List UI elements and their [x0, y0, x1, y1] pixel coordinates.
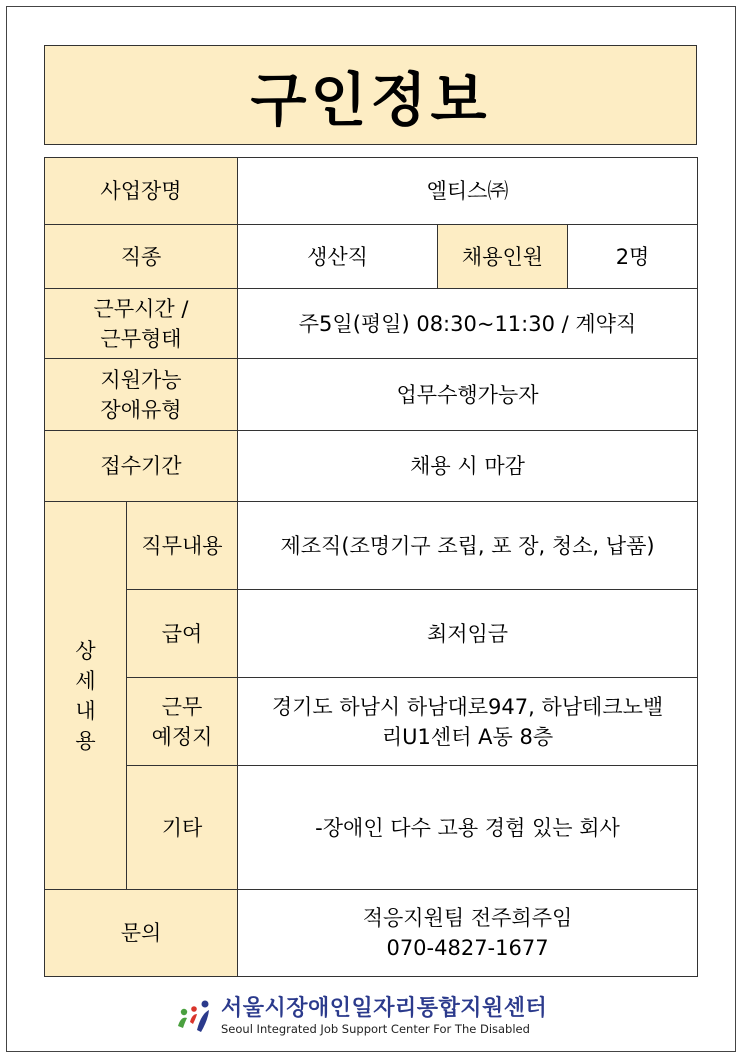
disability-value: 업무수행가능자 — [238, 359, 698, 431]
job-type-label: 직종 — [45, 225, 238, 289]
table-row — [45, 590, 698, 678]
work-hours-value: 주5일(평일) 08:30~11:30 / 계약직 — [238, 289, 698, 359]
table-row — [45, 890, 698, 977]
org-name-en: Seoul Integrated Job Support Center For The Disabled — [221, 1022, 530, 1036]
contact-value: 적응지원팀 전주희주임 070-4827-1677 — [238, 890, 698, 977]
location-value: 경기도 하남시 하남대로947, 하남테크노밸 리U1센터 A동 8층 — [238, 678, 698, 766]
company-label: 사업장명 — [45, 158, 238, 225]
job-info-table — [44, 157, 698, 977]
period-value: 채용 시 마감 — [238, 431, 698, 502]
footer-text — [221, 996, 547, 1036]
table-row — [45, 766, 698, 890]
table-row — [45, 359, 698, 431]
salary-value: 최저임금 — [238, 590, 698, 678]
page-title: 구인정보 — [250, 66, 491, 134]
people-logo-icon — [175, 996, 215, 1036]
table-row — [45, 289, 698, 359]
duties-value: 제조직(조명기구 조립, 포 장, 청소, 납품) — [238, 502, 698, 590]
period-label: 접수기간 — [45, 431, 238, 502]
table-row — [45, 158, 698, 225]
etc-value: -장애인 다수 고용 경험 있는 회사 — [238, 766, 698, 890]
work-hours-label: 근무시간 / 근무형태 — [45, 289, 238, 359]
footer-logo — [175, 992, 575, 1040]
disability-label: 지원가능 장애유형 — [45, 359, 238, 431]
company-value: 엘티스㈜ — [238, 158, 698, 225]
salary-label: 급여 — [127, 590, 238, 678]
title-banner — [44, 45, 697, 145]
duties-label: 직무내용 — [127, 502, 238, 590]
hiring-count-label: 채용인원 — [438, 225, 568, 289]
location-label: 근무 예정지 — [127, 678, 238, 766]
table-row — [45, 678, 698, 766]
job-type-value: 생산직 — [238, 225, 438, 289]
details-label: 상 세 내 용 — [45, 502, 127, 890]
table-row — [45, 431, 698, 502]
etc-label: 기타 — [127, 766, 238, 890]
table-row — [45, 225, 698, 289]
contact-label: 문의 — [45, 890, 238, 977]
hiring-count-value: 2명 — [568, 225, 698, 289]
org-name: 서울시장애인일자리통합지원센터 — [221, 996, 548, 1021]
table-row — [45, 502, 698, 590]
